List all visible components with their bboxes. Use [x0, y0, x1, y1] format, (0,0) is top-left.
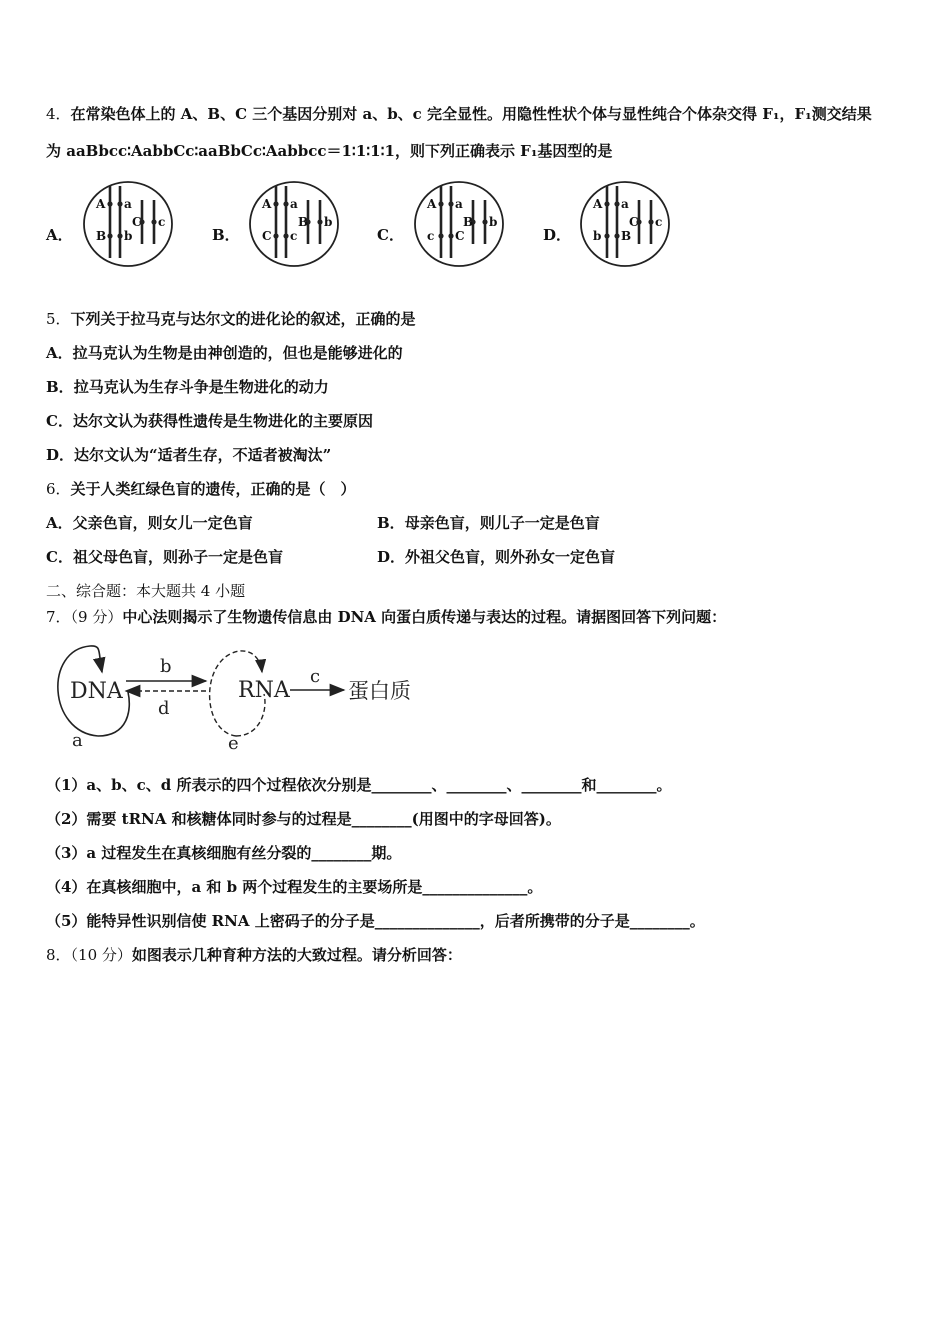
q6-stem — [46, 478, 356, 499]
label-a: a — [72, 730, 83, 751]
gene-label: A — [427, 197, 437, 211]
gene-label: b — [593, 229, 602, 243]
option-label: A． — [46, 514, 73, 532]
q8-number: 8． — [46, 946, 71, 964]
option-text: 外祖父色盲，则外孙女一定色盲 — [405, 548, 616, 566]
q5-option-c — [46, 410, 373, 431]
option-text: 达尔文认为“适者生存，不适者被淘汰” — [74, 446, 332, 464]
centromere — [448, 201, 453, 206]
protein-label: 蛋白质 — [348, 679, 411, 703]
centromere — [438, 201, 443, 206]
q7-sub-4: （4）在真核细胞中，a 和 b 两个过程发生的主要场所是______________。 — [46, 878, 543, 896]
centromere — [273, 201, 278, 206]
option-label: D． — [46, 446, 75, 464]
option-text: 达尔文认为获得性遗传是生物进化的主要原因 — [72, 412, 373, 430]
q6-number: 6． — [46, 480, 71, 498]
q7-sub-1: （1）a、b、c、d 所表示的四个过程依次分别是________、________、________和________。 — [46, 776, 672, 794]
q5-option-a — [46, 342, 403, 363]
centromere — [117, 233, 122, 238]
q8-points: （10 分） — [70, 946, 132, 964]
centromere — [448, 233, 453, 238]
centromere — [273, 233, 278, 238]
q8-stem-text: 如图表示几种育种方法的大致过程。请分析回答： — [131, 946, 462, 964]
centromere — [107, 233, 112, 238]
q7-sub-2: （2）需要 tRNA 和核糖体同时参与的过程是________(用图中的字母回答)。 — [46, 810, 561, 828]
gene-label: c — [655, 215, 663, 229]
cell-diagram — [246, 178, 342, 270]
centromere — [604, 201, 609, 206]
q7-sub-3: （3）a 过程发生在真核细胞有丝分裂的________期。 — [46, 844, 402, 862]
q4-stem-line2: 为 aaBbcc∶AabbCc∶aaBbCc∶Aabbcc＝1∶1∶1∶1，则下列正确表示 F₁基因型的是 — [46, 142, 613, 160]
q5-number: 5． — [46, 310, 71, 328]
gene-label: B — [463, 215, 474, 229]
gene-label: A — [593, 197, 603, 211]
gene-label: b — [124, 229, 133, 243]
gene-label: C — [132, 215, 142, 229]
gene-label: A — [96, 197, 106, 211]
centromere — [648, 219, 653, 224]
dna-label: DNA — [70, 679, 123, 704]
centromere — [283, 201, 288, 206]
gene-label: a — [621, 197, 629, 211]
cell-diagram — [411, 178, 507, 270]
centromere — [317, 219, 322, 224]
q8-stem — [46, 944, 462, 965]
centromere — [482, 219, 487, 224]
gene-label: A — [262, 197, 272, 211]
option-label: B． — [212, 226, 240, 244]
q4-stem-text: 在常染色体上的 A、B、C 三个基因分别对 a、b、c 完全显性。用隐性性状个体与显性纯合个体杂交得 F₁，F₁测交结果 — [70, 105, 872, 123]
label-c: c — [310, 666, 321, 687]
centromere — [438, 233, 443, 238]
cell-diagram — [577, 178, 673, 270]
q6-option-d — [377, 546, 615, 567]
gene-label: a — [455, 197, 463, 211]
option-label: C． — [377, 226, 404, 244]
option-label: B． — [46, 378, 74, 396]
q4-number: 4． — [46, 105, 71, 123]
option-label: C． — [46, 412, 73, 430]
q5-option-b — [46, 376, 329, 397]
q4-stem-line1 — [46, 103, 872, 124]
q6-option-a — [46, 512, 253, 533]
option-label: A． — [46, 226, 73, 244]
option-label: D． — [543, 226, 572, 244]
gene-label: c — [290, 229, 298, 243]
cell-diagram — [80, 178, 176, 270]
gene-label: c — [427, 229, 435, 243]
gene-label: a — [290, 197, 298, 211]
option-text: 拉马克认为生存斗争是生物进化的动力 — [73, 378, 329, 396]
option-text: 祖父母色盲，则孙子一定是色盲 — [72, 548, 283, 566]
option-label: D． — [377, 548, 406, 566]
gene-label: B — [621, 229, 632, 243]
option-label: A． — [46, 344, 73, 362]
centromere — [107, 201, 112, 206]
q6-option-b — [377, 512, 600, 533]
gene-label: b — [489, 215, 498, 229]
centromere — [283, 233, 288, 238]
centromere — [604, 233, 609, 238]
q6-option-c — [46, 546, 283, 567]
centromere — [151, 219, 156, 224]
gene-label: c — [158, 215, 166, 229]
label-e: e — [228, 733, 239, 754]
q7-sub-5: （5）能特异性识别信使 RNA 上密码子的分子是______________，后者所携带的分子是________。 — [46, 912, 705, 930]
central-dogma-diagram — [40, 640, 440, 755]
q7-stem — [46, 606, 726, 627]
q6-stem-text: 关于人类红绿色盲的遗传，正确的是（ ） — [70, 480, 356, 498]
gene-label: B — [298, 215, 309, 229]
option-text: 母亲色盲，则儿子一定是色盲 — [404, 514, 600, 532]
section2-title: 二、综合题：本大题共 4 小题 — [46, 582, 246, 600]
label-b: b — [160, 656, 172, 677]
option-text: 父亲色盲，则女儿一定色盲 — [72, 514, 253, 532]
q7-stem-text: 中心法则揭示了生物遗传信息由 DNA 向蛋白质传递与表达的过程。请据图回答下列问题： — [122, 608, 727, 626]
option-label: B． — [377, 514, 405, 532]
label-d: d — [158, 698, 170, 719]
centromere — [614, 201, 619, 206]
q5-option-d — [46, 444, 331, 465]
centromere — [117, 201, 122, 206]
gene-label: C — [262, 229, 272, 243]
gene-label: C — [629, 215, 639, 229]
rna-label: RNA — [238, 678, 290, 703]
gene-label: a — [124, 197, 132, 211]
option-text: 拉马克认为生物是由神创造的，但也是能够进化的 — [72, 344, 403, 362]
q5-stem-text: 下列关于拉马克与达尔文的进化论的叙述，正确的是 — [70, 310, 416, 328]
centromere — [614, 233, 619, 238]
q7-number: 7． — [46, 608, 71, 626]
q7-points: （9 分） — [70, 608, 123, 626]
option-label: C． — [46, 548, 73, 566]
gene-label: B — [96, 229, 107, 243]
q5-stem — [46, 308, 416, 329]
gene-label: C — [455, 229, 465, 243]
gene-label: b — [324, 215, 333, 229]
